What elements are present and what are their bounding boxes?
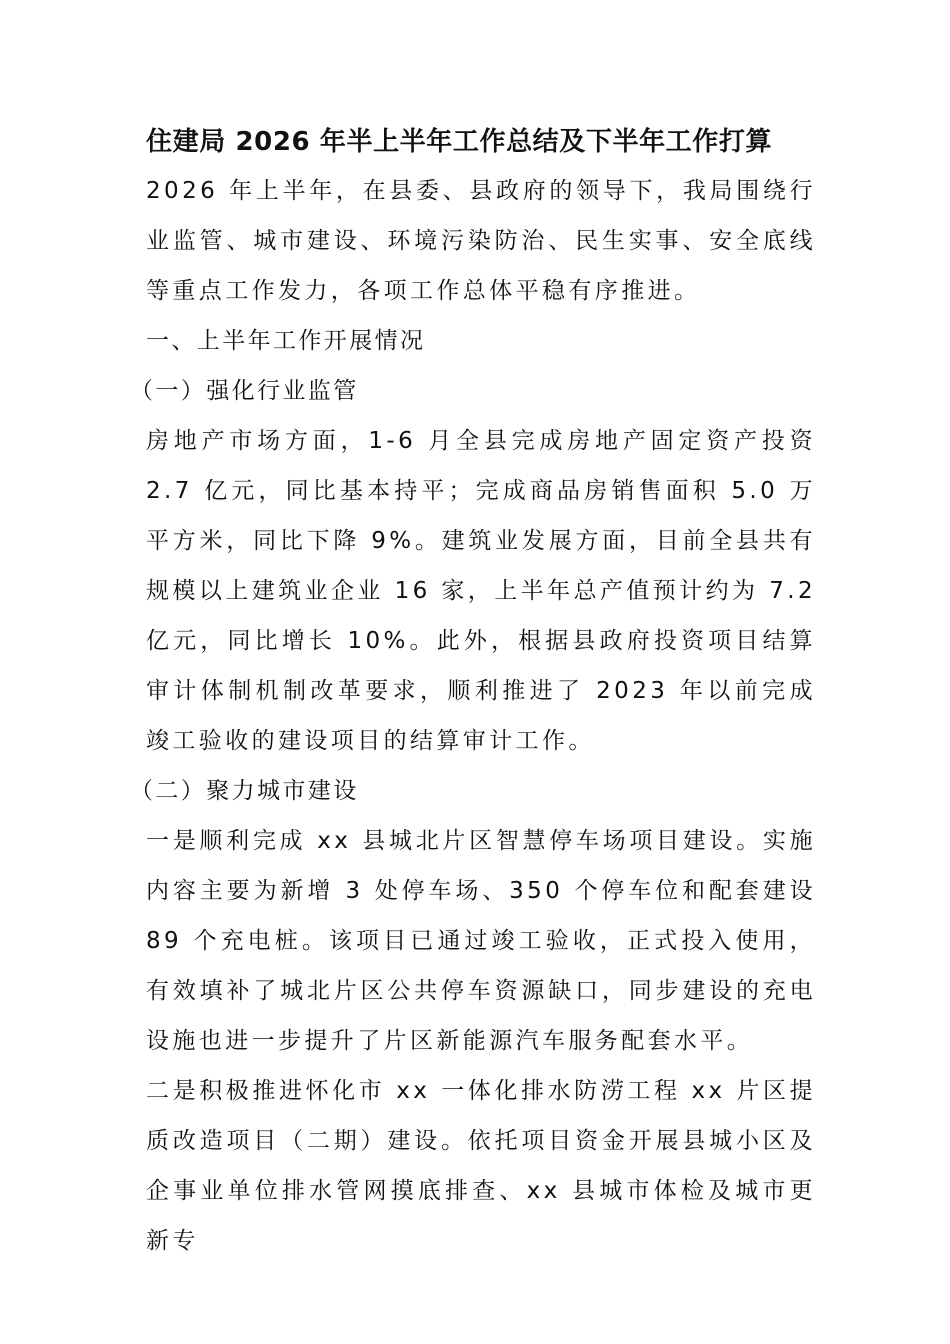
subsection-2-paragraph-2: 二是积极推进怀化市 xx 一体化排水防涝工程 xx 片区提质改造项目（二期）建设。依托项目资金开展县城小区及企事业单位排水管网摸底排查、xx 县城市体检及城市更新专 [146, 1078, 816, 1254]
subsection-2-paragraph-1: 一是顺利完成 xx 县城北片区智慧停车场项目建设。实施内容主要为新增 3 处停车场、350 个停车位和配套建设 89 个充电桩。该项目已通过竣工验收，正式投入使用，有效填补了城北片区公共停车资源缺口，同步建设的充电设施也进一步提升了片区新能源汽车服务配套水平。 [146, 828, 816, 1054]
section-heading-1: 一、上半年工作开展情况 [146, 328, 426, 354]
subsection-heading-2: （二）聚力城市建设 [130, 778, 359, 804]
intro-paragraph: 2026 年上半年，在县委、县政府的领导下，我局围绕行业监管、城市建设、环境污染防治、民生实事、安全底线等重点工作发力，各项工作总体平稳有序推进。 [146, 178, 816, 304]
subsection-1-paragraph: 房地产市场方面，1-6 月全县完成房地产固定资产投资 2.7 亿元，同比基本持平；完成商品房销售面积 5.0 万平方米，同比下降 9%。建筑业发展方面，目前全县共有规模以上建筑业企业 16 家，上半年总产值预计约为 7.2 亿元，同比增长 10%。此外，根据县政府投资项目结算审计体制机制改革要求，顺利推进了 2023 年以前完成竣工验收的建设项目的结算审计工作。 [146, 428, 816, 754]
document-page [130, 118, 816, 1266]
document-title: 住建局 2026 年半上半年工作总结及下半年工作打算 [146, 127, 773, 157]
subsection-heading-1: （一）强化行业监管 [130, 378, 359, 404]
